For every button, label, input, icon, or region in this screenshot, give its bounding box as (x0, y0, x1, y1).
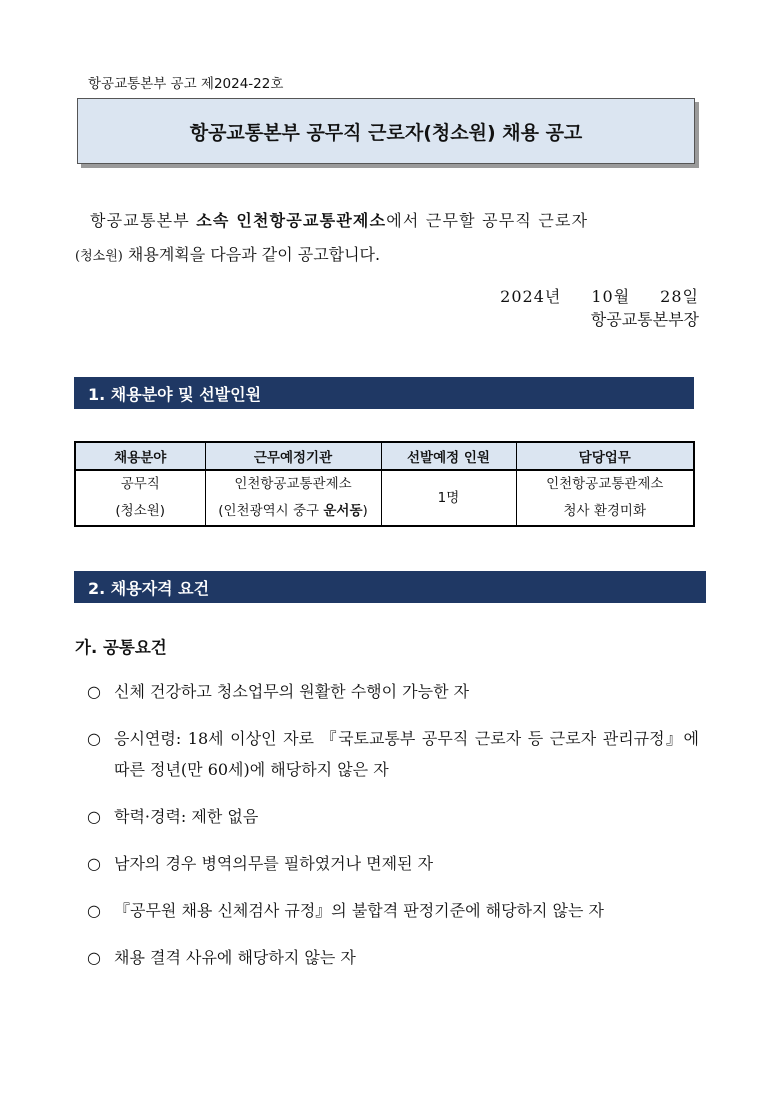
section-1-heading (74, 377, 694, 409)
intro-bold-text: 소속 인천항공교통관제소 (196, 211, 387, 230)
list-item-text: 학력·경력: 제한 없음 (114, 807, 259, 826)
notice-number: 항공교통본부 공고 제2024-22호 (88, 76, 284, 92)
cell-field (75, 470, 205, 526)
bullet-icon: ○ (87, 729, 101, 748)
intro-text-1: 항공교통본부 (90, 211, 197, 230)
announcement-date (500, 285, 699, 331)
list-item (87, 801, 699, 832)
agency-line-2-bold: 운서동 (323, 503, 363, 519)
table-row (75, 470, 694, 526)
list-item-text: 응시연령: 18세 이상인 자로 『국토교통부 공무직 근로자 등 근로자 관리규정』에 따른 정년(만 60세)에 해당하지 않은 자 (114, 729, 699, 779)
intro-line-2 (75, 238, 700, 274)
date-day: 28일 (660, 287, 699, 306)
list-item-text: 남자의 경우 병역의무를 필하였거나 면제된 자 (114, 854, 434, 873)
date-line (500, 285, 699, 308)
list-item (87, 676, 699, 707)
list-item (87, 848, 699, 879)
intro-line-1 (75, 204, 700, 238)
page-title (77, 98, 695, 164)
cell-duty (516, 470, 694, 526)
cell-count: 1명 (381, 470, 516, 526)
date-month: 10월 (591, 287, 631, 306)
signatory: 항공교통본부장 (590, 310, 699, 329)
list-item-text: 『공무원 채용 신체검사 규정』의 불합격 판정기준에 해당하지 않는 자 (114, 901, 605, 920)
date-year: 2024년 (500, 287, 562, 306)
section-2-heading-text: 2. 채용자격 요건 (88, 578, 210, 598)
agency-line-2 (206, 498, 381, 525)
bullet-icon: ○ (87, 807, 101, 826)
header-count: 선발예정 인원 (381, 442, 516, 470)
list-item (87, 723, 699, 785)
section-1-heading-text: 1. 채용분야 및 선발인원 (88, 384, 262, 404)
agency-line-2-suffix: ) (362, 503, 368, 519)
duty-line-1: 인천항공교통관제소 (546, 476, 664, 492)
page-title-text: 항공교통본부 공무직 근로자(청소원) 채용 공고 (189, 121, 583, 144)
bullet-icon: ○ (87, 901, 101, 920)
recruitment-table (74, 441, 695, 527)
bullet-icon: ○ (87, 854, 101, 873)
field-line-1: 공무직 (120, 476, 160, 492)
header-field: 채용분야 (75, 442, 205, 470)
list-item-text: 채용 결격 사유에 해당하지 않는 자 (114, 948, 356, 967)
cell-agency (205, 470, 381, 526)
bullet-icon: ○ (87, 948, 101, 967)
table-header-row (75, 442, 694, 470)
bullet-icon: ○ (87, 682, 101, 701)
agency-line-2-prefix: (인천광역시 중구 (218, 503, 324, 519)
intro-text-3: 채용계획을 다음과 같이 공고합니다. (122, 245, 381, 264)
list-item (87, 942, 699, 973)
section-2-heading (74, 571, 706, 603)
duty-line-2: 청사 환경미화 (563, 503, 647, 519)
header-duty: 담당업무 (516, 442, 694, 470)
intro-text-2: 에서 근무할 공무직 근로자 (386, 211, 589, 230)
field-line-2: (청소원) (115, 503, 166, 519)
agency-line-1: 인천항공교통관제소 (234, 476, 352, 492)
header-agency: 근무예정기관 (205, 442, 381, 470)
list-item-text: 신체 건강하고 청소업무의 원활한 수행이 가능한 자 (114, 682, 470, 701)
common-requirements-heading: 가. 공통요건 (75, 638, 167, 657)
intro-paragraph (75, 204, 700, 274)
requirements-list (87, 676, 699, 989)
intro-small-text: (청소원) (75, 249, 123, 264)
list-item (87, 895, 699, 926)
